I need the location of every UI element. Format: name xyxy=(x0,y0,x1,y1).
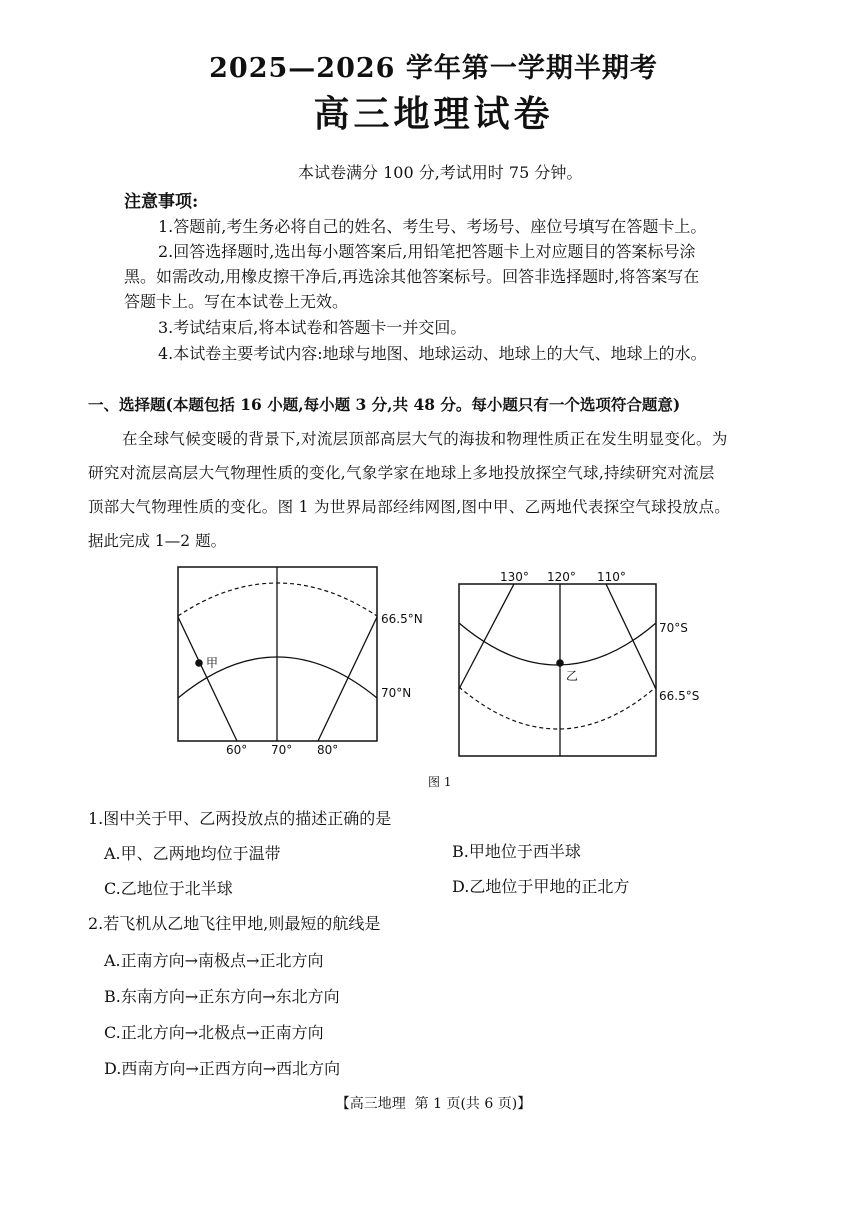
notice-item: 4.本试卷主要考试内容:地球与地图、地球运动、地球上的大气、地球上的水。 xyxy=(158,344,707,363)
right-graticule-map xyxy=(450,565,720,770)
lon-label-70: 70° xyxy=(271,743,293,757)
figure-caption: 图 1 xyxy=(428,775,452,789)
lon-label-130: 130° xyxy=(500,570,529,584)
notice-item: 2.回答选择题时,选出每小题答案后,用铅笔把答题卡上对应题目的答案标号涂 xyxy=(158,242,696,261)
intro-line: 研究对流层高层大气物理性质的变化,气象学家在地球上多地投放探空气球,持续研究对流层 xyxy=(88,464,715,482)
section-heading: 一、选择题(本题包括 16 小题,每小题 3 分,共 48 分。每小题只有一个选项符合题意) xyxy=(88,395,681,414)
lon-label-110: 110° xyxy=(597,570,626,584)
intro-line: 据此完成 1—2 题。 xyxy=(88,532,227,550)
notice-item: 3.考试结束后,将本试卷和答题卡一并交回。 xyxy=(158,318,467,337)
lon-label-80: 80° xyxy=(317,743,339,757)
lat-label-70s: 70°S xyxy=(659,621,688,635)
question-2-option-d: D.西南方向→正西方向→西北方向 xyxy=(104,1059,341,1078)
lat-label-66-5n: 66.5°N xyxy=(381,612,423,626)
parallel-70s xyxy=(459,623,656,665)
parallel-66-5s xyxy=(459,687,656,729)
left-graticule-map xyxy=(170,560,440,760)
notice-item: 答题卡上。写在本试卷上无效。 xyxy=(124,292,349,311)
score-info: 本试卷满分 100 分,考试用时 75 分钟。 xyxy=(298,163,583,182)
lat-label-70n: 70°N xyxy=(381,686,412,700)
question-1-stem: 1.图中关于甲、乙两投放点的描述正确的是 xyxy=(88,809,392,828)
notice-item: 1.答题前,考生务必将自己的姓名、考生号、考场号、座位号填写在答题卡上。 xyxy=(158,217,707,236)
lat-label-66-5s: 66.5°S xyxy=(659,689,700,703)
exam-title-line1: 2025—2026 学年第一学期半期考 xyxy=(209,53,658,84)
meridian-130 xyxy=(459,584,514,689)
intro-line: 顶部大气物理性质的变化。图 1 为世界局部经纬网图,图中甲、乙两地代表探空气球投放点。 xyxy=(88,498,731,516)
notice-heading: 注意事项: xyxy=(124,192,199,212)
question-1-option-a: A.甲、乙两地均位于温带 xyxy=(104,844,281,863)
question-1-option-d: D.乙地位于甲地的正北方 xyxy=(452,877,630,896)
point-jia xyxy=(195,659,203,667)
point-yi xyxy=(556,659,564,667)
point-yi-label: 乙 xyxy=(566,669,579,683)
question-2-stem: 2.若飞机从乙地飞往甲地,则最短的航线是 xyxy=(88,914,381,933)
lon-label-120: 120° xyxy=(547,570,576,584)
page-footer: 【高三地理 第 1 页(共 6 页)】 xyxy=(335,1096,532,1112)
question-1-option-b: B.甲地位于西半球 xyxy=(452,842,581,861)
lon-label-60: 60° xyxy=(226,743,248,757)
question-2-option-b: B.东南方向→正东方向→东北方向 xyxy=(104,987,340,1006)
meridian-110 xyxy=(606,584,656,689)
question-2-option-a: A.正南方向→南极点→正北方向 xyxy=(104,951,324,970)
question-2-option-c: C.正北方向→北极点→正南方向 xyxy=(104,1023,324,1042)
notice-item: 黑。如需改动,用橡皮擦干净后,再选涂其他答案标号。回答非选择题时,将答案写在 xyxy=(124,267,700,286)
intro-line: 在全球气候变暖的背景下,对流层顶部高层大气的海拔和物理性质正在发生明显变化。为 xyxy=(122,430,728,448)
meridian-60 xyxy=(178,617,237,741)
meridian-80 xyxy=(318,617,377,741)
map-frame xyxy=(459,584,656,756)
question-1-option-c: C.乙地位于北半球 xyxy=(104,879,233,898)
point-jia-label: 甲 xyxy=(206,656,219,670)
exam-title-line2: 高三地理试卷 xyxy=(313,93,554,135)
